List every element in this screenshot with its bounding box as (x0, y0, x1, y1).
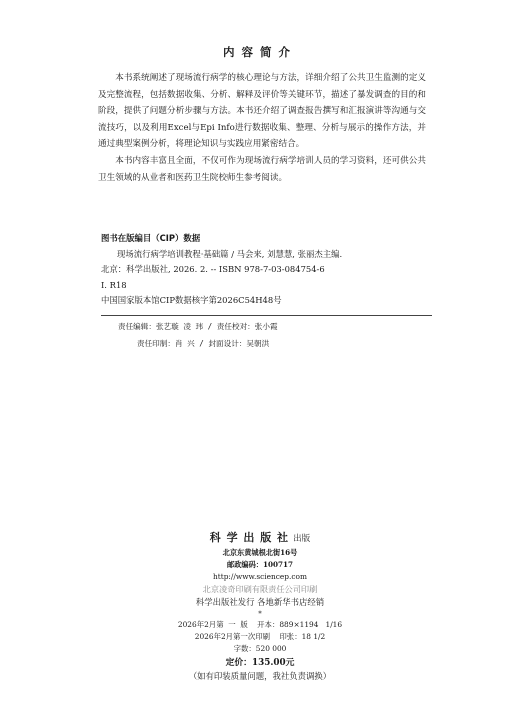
summary-body (98, 70, 426, 186)
edition-info: 2026年2月第 一 版 开本：889×1194 1/16 (177, 619, 343, 629)
publisher-logo-text: 科 学 出 版 社 (209, 531, 290, 544)
cip-divider (101, 315, 432, 316)
cip-line-publisher: 北京：科学出版社, 2026. 2. -- ISBN 978-7-03-084754-6 (101, 264, 325, 275)
credits-production: 责任印制：肖 兴 / 封面设计：吴朝洪 (137, 339, 270, 348)
distribution-info: 科学出版社发行 各地新华书店经销 (195, 597, 325, 607)
quality-note: （如有印装质量问题，我社负责调换） (188, 670, 332, 681)
summary-paragraph-1: 本书系统阐述了现场流行病学的核心理论与方法，详细介绍了公共卫生监测的定义及完整流程，包括数据收集、分析、解释及评价等关键环节，描述了暴发调查的目的和阶段，提供了问题分析步骤与方法。本书还介绍了调查报告撰写和汇报演讲等沟通与交流技巧，以及利用Excel与Epi Info进行数据收集、整理、分析与展示的操作方法，并通过典型案例分析，将理论知识与实践应用紧密结合。 (98, 73, 426, 150)
publisher-name (0, 530, 520, 547)
printer-name: 北京凌奇印刷有限责任公司印刷 (202, 584, 318, 594)
separator-star: * (258, 609, 262, 618)
price: 定价：135.00元 (225, 657, 295, 668)
publisher-address: 北京东黄城根北街16号 (222, 548, 298, 557)
cip-line-number: 中国国家版本馆CIP数据核字第2026C54H48号 (101, 295, 282, 306)
publisher-website: http://www.sciencep.com (213, 572, 307, 581)
publisher-block (0, 530, 520, 683)
publisher-postcode: 邮政编码：100717 (227, 560, 293, 569)
printing-info: 2026年2月第一次印刷 印张：18 1/2 (194, 631, 326, 641)
publisher-suffix: 出版 (293, 534, 311, 544)
summary-title: 内容简介 (223, 45, 297, 59)
credits-editors: 责任编辑：张艺璇 凌 玮 / 责任校对：张小霞 (118, 322, 278, 331)
summary-paragraph-2: 本书内容丰富且全面，不仅可作为现场流行病学培训人员的学习资料，还可供公共卫生领域的从业者和医药卫生院校师生参考阅读。 (98, 155, 426, 183)
cip-block (101, 231, 431, 309)
cip-heading: 图书在版编目（CIP）数据 (101, 233, 201, 243)
cip-line-class: Ⅰ. R18 (101, 279, 127, 290)
word-count: 字数：520 000 (233, 644, 287, 654)
cip-line-title: 现场流行病学培训教程·基础篇 / 马会来, 刘慧慧, 张丽杰主编. (117, 248, 343, 259)
